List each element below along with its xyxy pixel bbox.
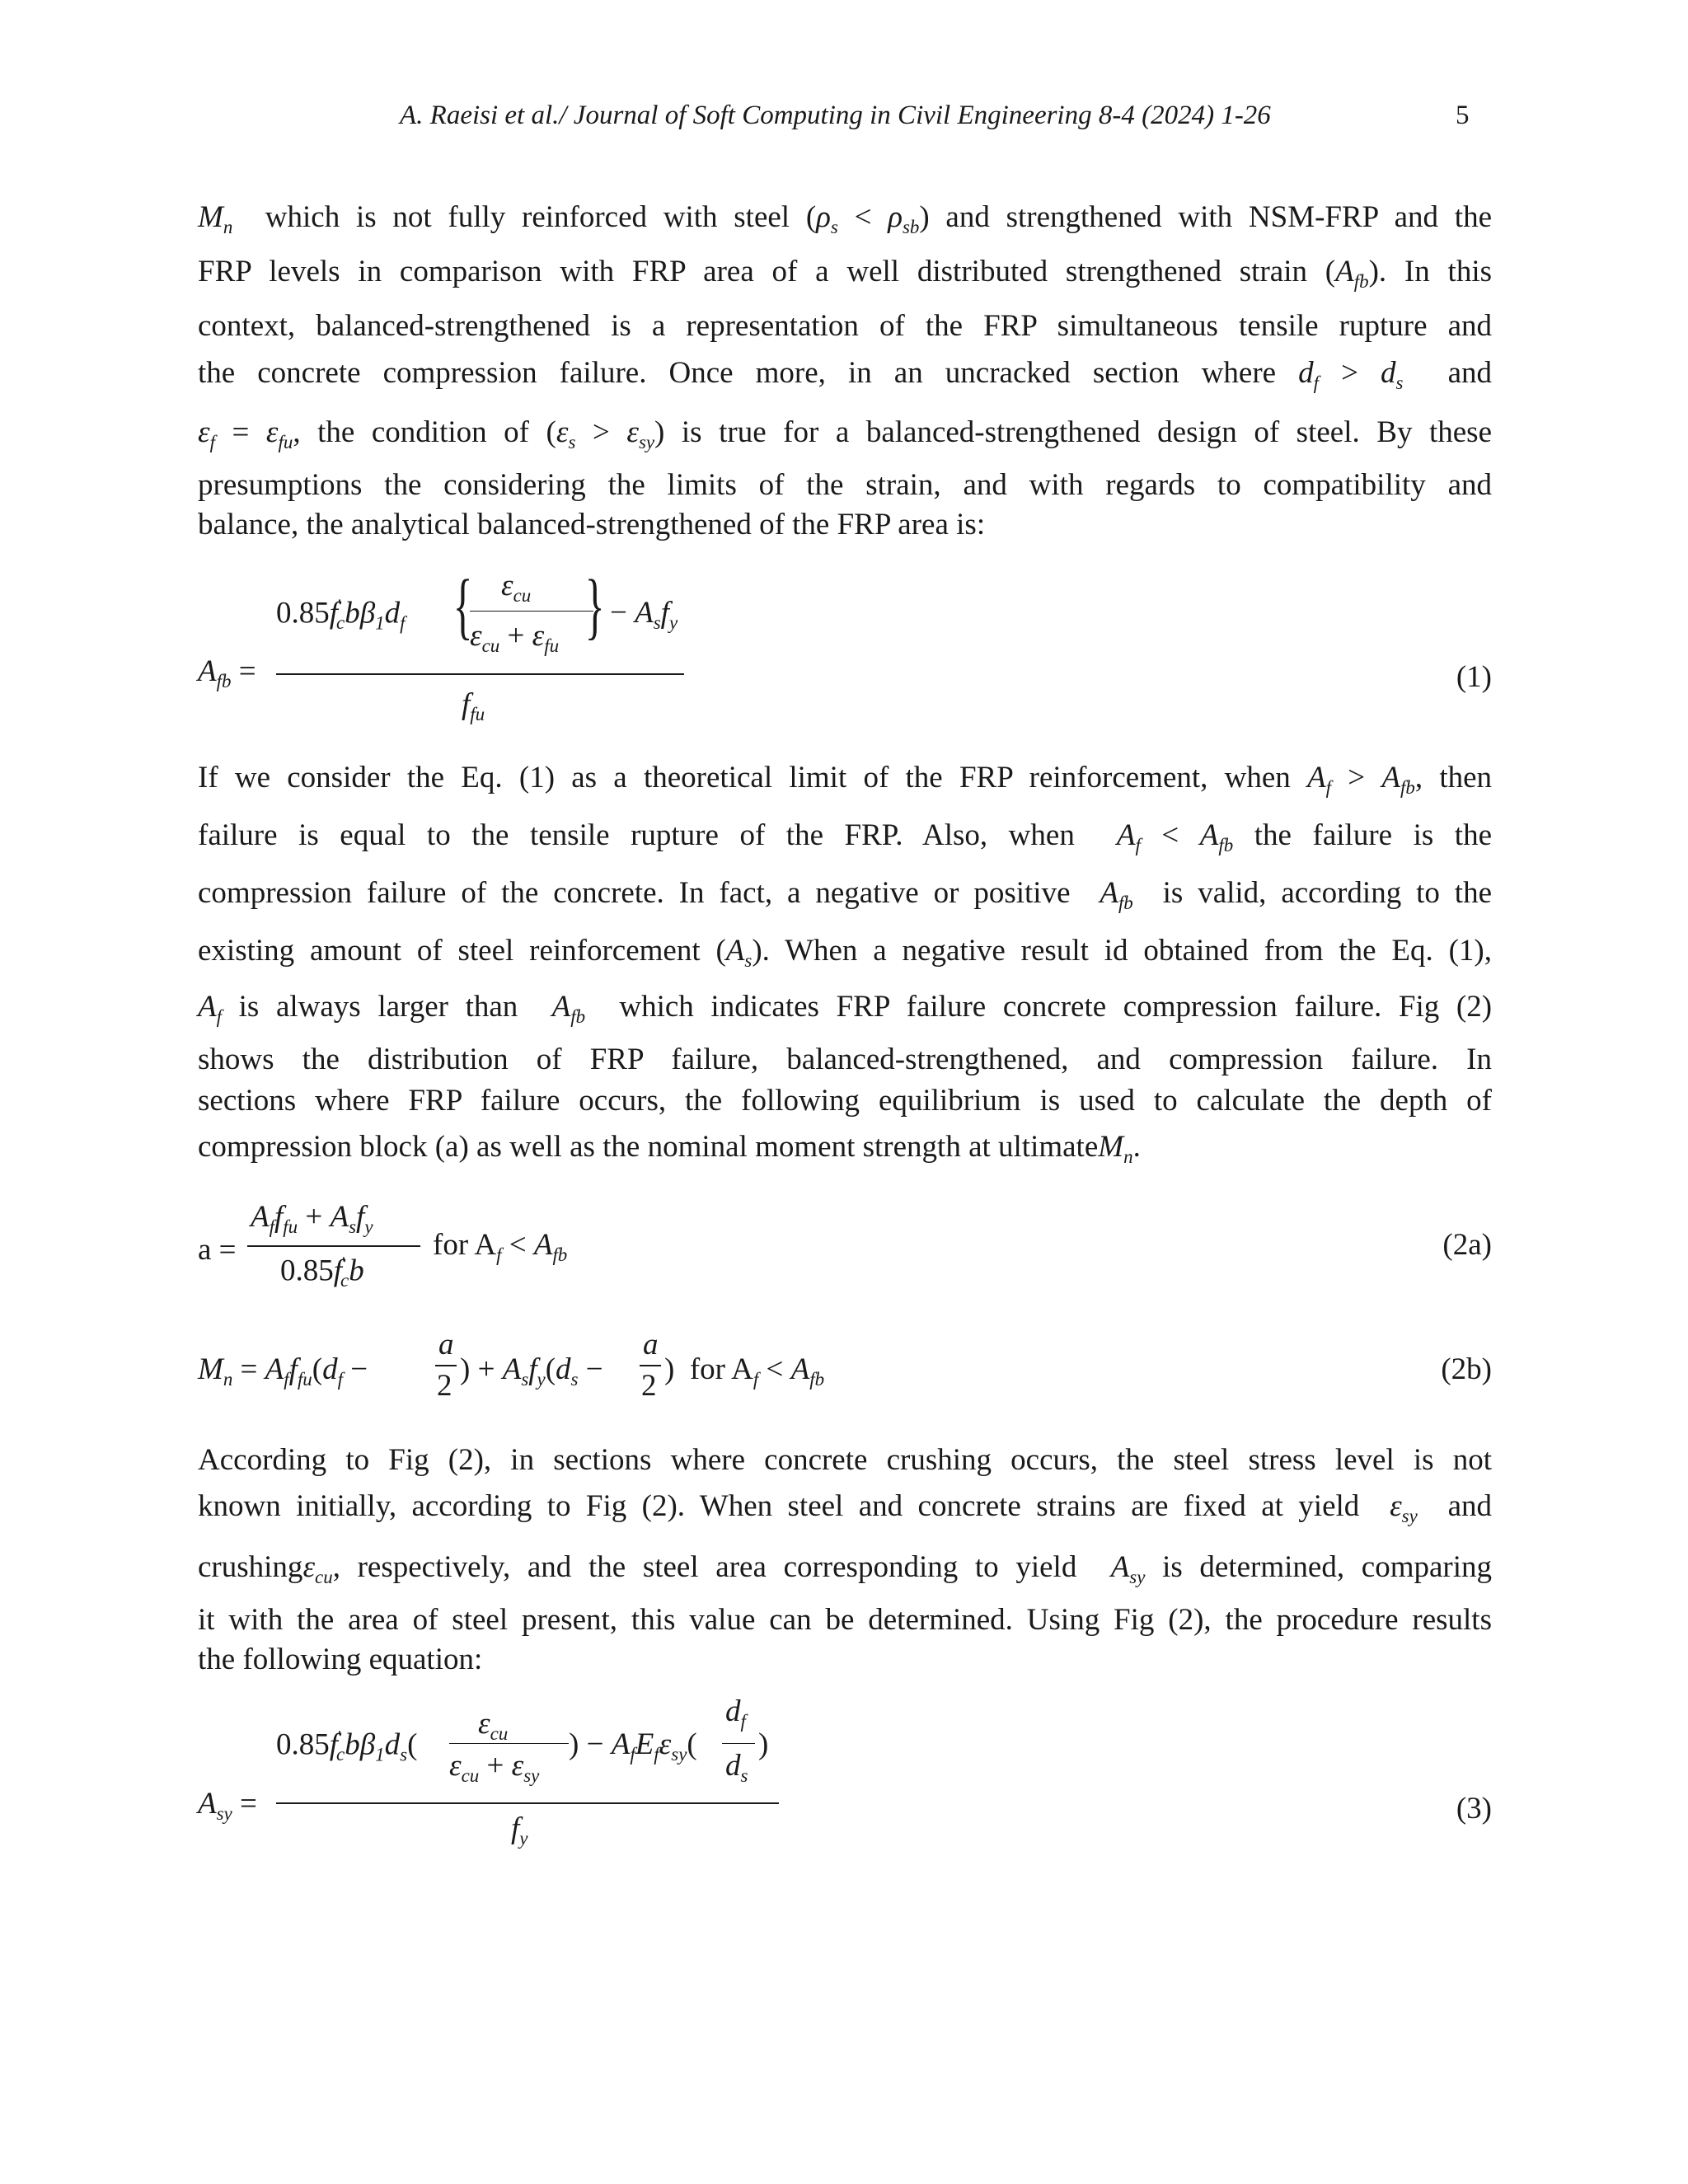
p1-line-6: presumptions the considering the limits of the strain, and with regards to compatibility and: [198, 468, 1492, 502]
p1-line-7: balance, the analytical balanced-strengthened of the FRP area is:: [198, 508, 986, 541]
p1-line-3: context, balanced-strengthened is a representation of the FRP simultaneous tensile rupture and: [198, 309, 1492, 343]
paragraph-2: [198, 762, 1492, 1173]
p1-line-5: $\varepsilon_f = \varepsilon_{fu}$, the condition of $(\varepsilon_s > \varepsilon_{sy})$ is true for a balanced-strengthened design of steel. By these: [198, 415, 1493, 453]
p3-line-3: crushingε$_{cu}$, respectively, and the steel area corresponding to yield $A_{sy}$ is determined, comparing: [198, 1550, 1492, 1588]
equation-1: $A_{fb}$ = $0.85f'_cb\beta_1d_f$ { $\varepsilon_{cu}$ $\varepsilon_{cu} + \varepsilon_{fu}$ } − $A_sf_y$ $f_{fu}$ (1): [198, 565, 1492, 725]
p3-line-4: it with the area of steel present, this value can be determined. Using Fig (2), the procedure results: [198, 1603, 1492, 1637]
p2-line-6: shows the distribution of FRP failure, balanced-strengthened, and compression failure. In: [198, 1043, 1492, 1076]
eq2a-for: for A: [433, 1228, 497, 1262]
p2-line-2: failure is equal to the tensile rupture of the FRP. Also, when $A_f < A_{fb}$ the failure is the: [198, 818, 1492, 856]
p1-line-4: the concrete compression failure. Once more, in an uncracked section where $d_f > d_s$ and: [198, 356, 1493, 394]
p2-line-4: existing amount of steel reinforcement $(A_s)$. When a negative result id obtained from the Eq. (1),: [198, 934, 1492, 972]
paragraph-1: [198, 202, 1492, 549]
page-number: 5: [1456, 101, 1470, 130]
paragraph-3: [198, 1445, 1492, 1684]
running-header: [0, 96, 1688, 137]
eq2b-for: for A: [689, 1352, 753, 1386]
eq2a-number: (2a): [1442, 1228, 1492, 1262]
p2-line-8: compression block (a) as well as the nominal moment strength at ultimateM$_n$.: [198, 1130, 1141, 1168]
p1-line-2: FRP levels in comparison with FRP area of a well distributed strengthened strain $(A_{fb})$. In this: [198, 255, 1493, 293]
p2-line-1: If we consider the Eq. (1) as a theoretical limit of the FRP reinforcement, when $A_f > A_{fb}$, then: [198, 761, 1493, 799]
p1-line-1: $M_n$ which is not fully reinforced with steel $(\rho_s < \rho_{sb})$ and strengthened with NSM-FRP and the: [198, 200, 1492, 238]
equation-3: $A_{sy}$ = $0.85f'_cb\beta_1d_s$( $\varepsilon_{cu}$ $\varepsilon_{cu} + \varepsilon_{sy}$ ) − $A_fE_f\varepsilon_{sy}$( $d_f$ $d_s$ ) $f_y$ (3): [198, 1694, 1492, 1849]
p3-line-1: According to Fig (2), in sections where concrete crushing occurs, the steel stress level is not: [198, 1443, 1492, 1477]
p2-line-7: sections where FRP failure occurs, the following equilibrium is used to calculate the depth of: [198, 1084, 1492, 1118]
running-title: A. Raeisi et al./ Journal of Soft Computing in Civil Engineering 8-4 (2024) 1-26: [400, 101, 1271, 130]
p2-line-3: compression failure of the concrete. In fact, a negative or positive $A_{fb}$ is valid, according to the: [198, 876, 1493, 914]
p2-line-5: $A_f$ is always larger than $A_{fb}$ which indicates FRP failure concrete compression failure. Fig (2): [198, 990, 1493, 1028]
eq1-number: (1): [1456, 660, 1492, 694]
eq2b-number: (2b): [1441, 1352, 1492, 1386]
p3-line-5: the following equation:: [198, 1643, 483, 1676]
eq3-number: (3): [1456, 1792, 1492, 1825]
equation-2a: a = $A_ff_{fu} + A_sf_y$ $0.85f'_cb$ for $A_f < A_{fb}$ (2a): [198, 1200, 1492, 1291]
p3-line-2: known initially, according to Fig (2). When steel and concrete strains are fixed at yield $\varepsilon_{sy}$ and: [198, 1489, 1493, 1527]
equation-2b: $M_n = A_ff_{fu}(d_f$ − a 2 ) + $A_sf_y(d_s$ − a 2 ) for $A_f < A_{fb}$ (2b): [198, 1328, 1492, 1403]
